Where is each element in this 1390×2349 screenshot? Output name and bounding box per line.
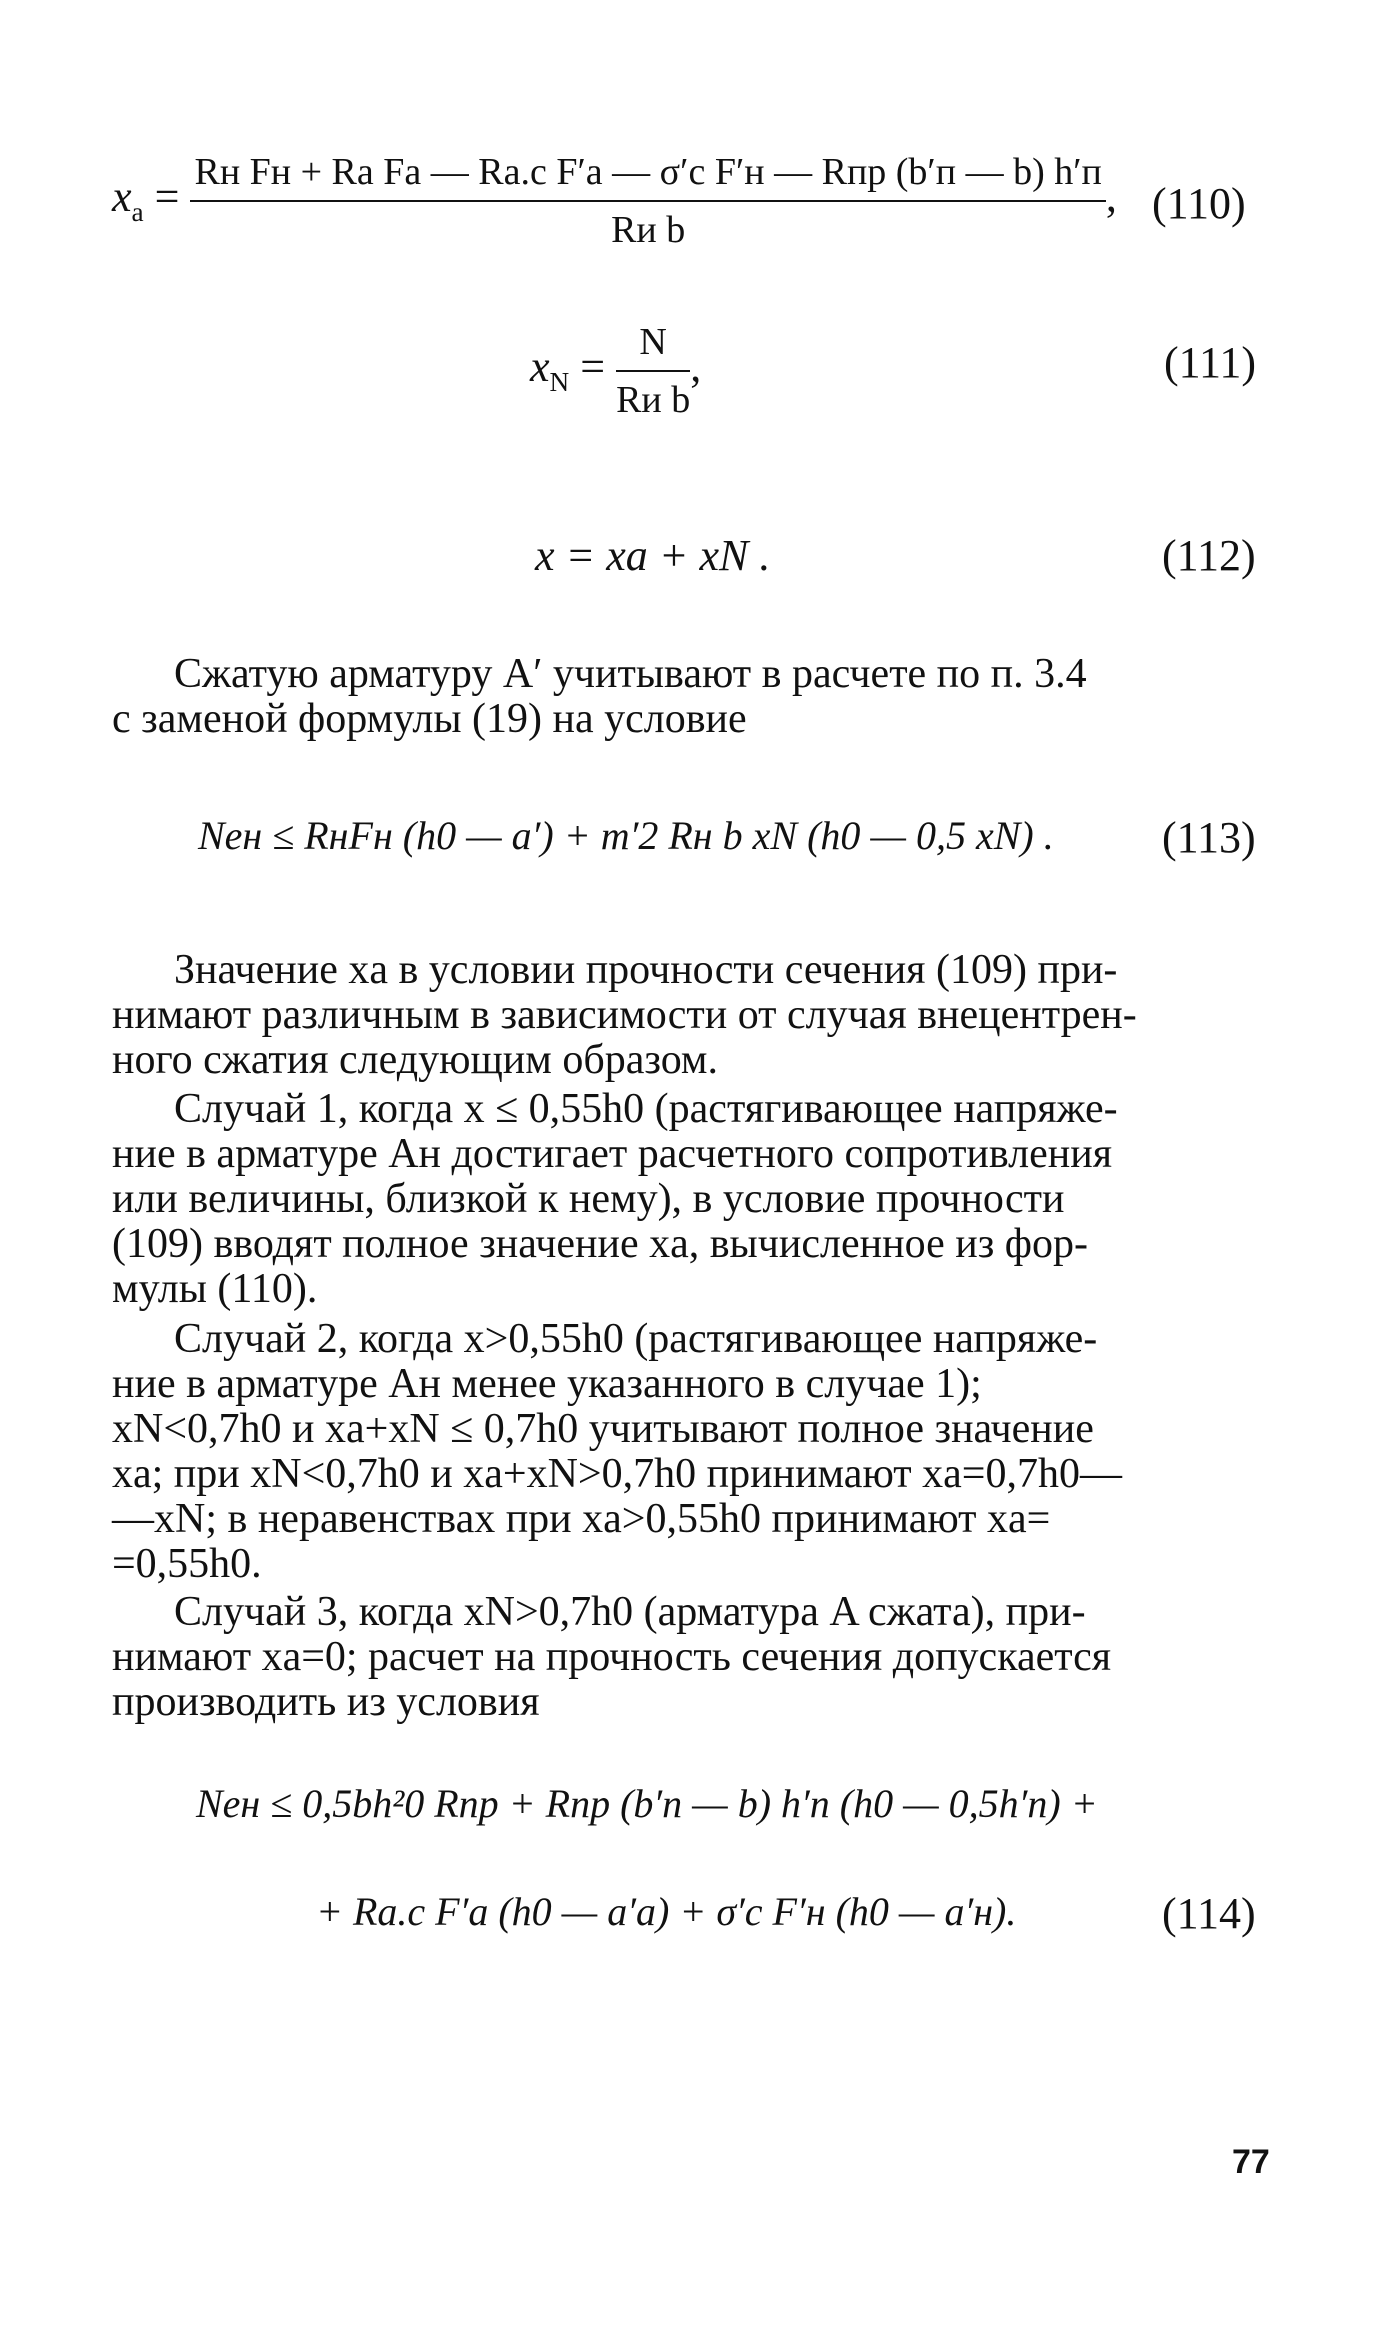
eq111-numerator: N xyxy=(616,320,690,372)
equation-114-line-1: Neн ≤ 0,5bh²0 Rпр + Rпр (b′п — b) h′п (h0 — 0,5h′п) + xyxy=(196,1781,1098,1826)
eq110-denominator: Rи b xyxy=(611,209,686,251)
paragraph-case-3: Случай 3, когда xN>0,7h0 (арматура A сжата), при- нимают xа=0; расчет на прочность сечения допускается производить из условия xyxy=(112,1589,1112,1725)
equation-114-line-2: + Rа.с F′а (h0 — a′а) + σ′с F′н (h0 — a′н). xyxy=(316,1889,1017,1934)
eq114-number: (114) xyxy=(1162,1889,1256,1938)
eq110-lhs-sub: а xyxy=(131,196,144,227)
eq110-number: (110) xyxy=(1152,179,1246,228)
eq110-trail: , xyxy=(1105,172,1117,222)
page-number: 77 xyxy=(1232,2143,1270,2181)
eq111-denominator: Rи b xyxy=(616,379,691,421)
eq113-number: (113) xyxy=(1162,813,1256,862)
eq110-lhs: x xyxy=(112,172,132,222)
paragraph-xa-value: Значение xа в условии прочности сечения (109) при- нимают различным в зависимости от случая внецентрен- ного сжатия следующим образом. xyxy=(112,947,1137,1083)
paragraph-case-1: Случай 1, когда x ≤ 0,55h0 (растягивающее напряже- ние в арматуре Aн достигает расчетного сопротивления или величины, близкой к нему), в условие прочности (109) вводят полное значение xа, вычисленное из фор- мулы (110). xyxy=(112,1086,1118,1312)
eq111-lhs: x xyxy=(530,342,550,392)
eq111-fraction xyxy=(616,320,690,422)
equation-112: x = xа + xN . xyxy=(535,531,771,580)
paragraph-case-2: Случай 2, когда x>0,55h0 (растягивающее напряже- ние в арматуре Aн менее указанного в случае 1); xN<0,7h0 и xа+xN ≤ 0,7h0 учитывают полное значение xа; при xN<0,7h0 и xа+xN>0,7h0 принимают xа=0,7h0— —xN; в неравенствах при xа>0,55h0 принимают xа= =0,55h0. xyxy=(112,1316,1122,1587)
eq110-fraction xyxy=(190,150,1105,252)
equation-111: $x_N$ = $\frac{N}{\text{Rи b}}$ , xyxy=(530,321,702,421)
eq111-trail: , xyxy=(690,342,702,392)
equation-113: Neн ≤ RнFн (h0 — a′) + m′2 Rн b xN (h0 — 0,5 xN) . xyxy=(198,813,1054,858)
eq111-lhs-sub: N xyxy=(549,366,570,397)
eq112-number: (112) xyxy=(1162,531,1256,580)
equation-110: $x_а$ = $\frac{\text{Rн Fн + Rа Fа — Rа.с F′а — σ′с F′н — Rпр (b′п — b) h′п}}{\text{Rи b}}$ , xyxy=(112,151,1117,251)
eq110-numerator: Rн Fн + Rа Fа — Rа.с F′а — σ′с F′н — Rпр (b′п — b) h′п xyxy=(190,150,1105,202)
paragraph-compressed-reinforcement: Сжатую арматуру A′ учитывают в расчете по п. 3.4 с заменой формулы (19) на условие xyxy=(112,651,1087,742)
eq111-number: (111) xyxy=(1164,338,1257,387)
